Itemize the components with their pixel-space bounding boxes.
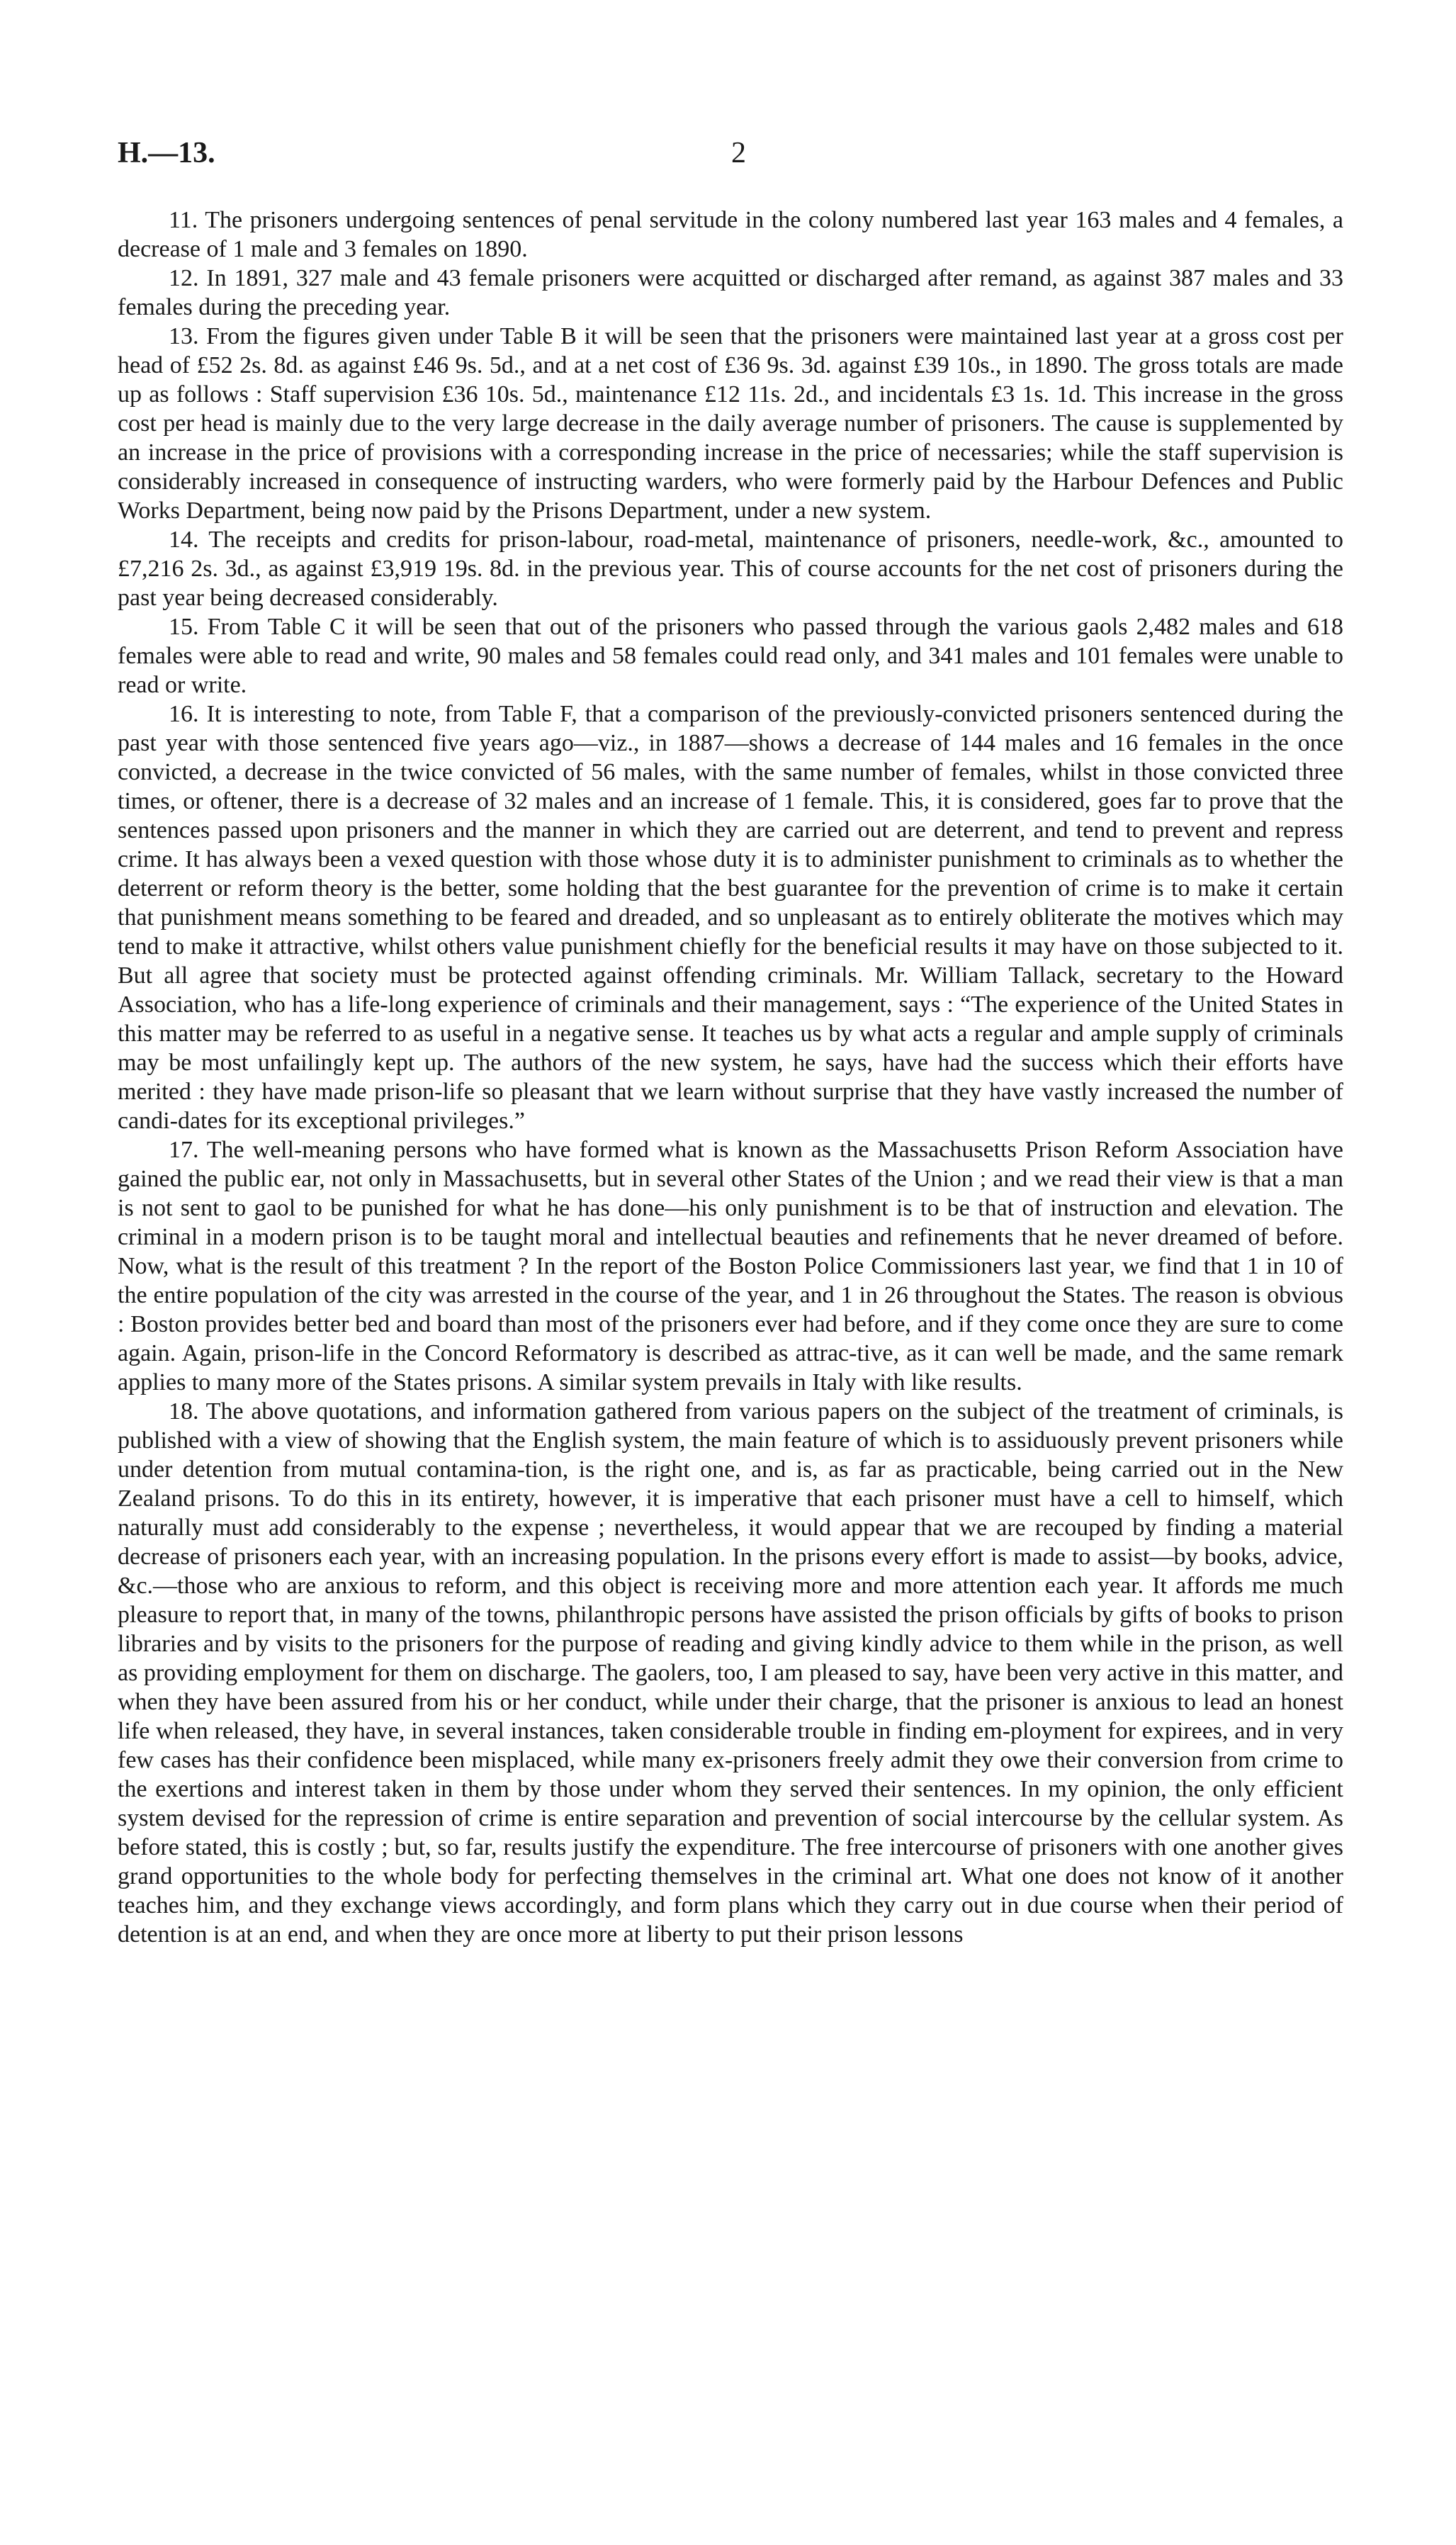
paragraph-18: 18. The above quotations, and information gathered from various papers on the subject of the treatment of criminals, is published with a view of showing that the English system, the main feature of which is to assiduously prevent prisoners while under detention from mutual contamina-tion, is the right one, and is, as far as practicable, being carried out in the New Zealand prisons. To do this in its entirety, however, it is imperative that each prisoner must have a cell to himself, which naturally must add considerably to the expense ; nevertheless, it would appear that we are recouped by finding a material decrease of prisoners each year, with an increasing population. In the prisons every effort is made to assist—by books, advice, &c.—those who are anxious to reform, and this object is receiving more and more attention each year. It affords me much pleasure to report that, in many of the towns, philanthropic persons have assisted the prison officials by gifts of books to prison libraries and by visits to the prisoners for the purpose of reading and giving kindly advice to them while in the prison, as well as providing employment for them on discharge. The gaolers, too, I am pleased to say, have been very active in this matter, and when they have been assured from his or her conduct, while under their charge, that the prisoner is anxious to lead an honest life when released, they have, in several instances, taken considerable trouble in finding em-ployment for expirees, and in very few cases has their confidence been misplaced, while many ex-prisoners freely admit they owe their conversion from crime to the exertions and interest taken in them by those under whom they served their sentences. In my opinion, the only efficient system devised for the repression of crime is entire separation and prevention of social intercourse by the cellular system. As before stated, this is costly ; but, so far, results justify the expenditure. The free intercourse of prisoners with one another gives grand opportunities to the whole body for perfecting themselves in the criminal art. What one does not know of it another teaches him, and they exchange views accordingly, and form plans which they carry out in due course when their period of detention is at an end, and when they are once more at liberty to put their prison lessons	[118, 1398, 1343, 1948]
document-reference: H.—13.	[118, 137, 215, 169]
paragraph-11: 11. The prisoners undergoing sentences of penal servitude in the colony numbered last year 163 males and 4 females, a decrease of 1 male and 3 females on 1890.	[118, 207, 1343, 262]
page-header	[118, 136, 1343, 179]
paragraph-12: 12. In 1891, 327 male and 43 female prisoners were acquitted or discharged after remand, as against 387 males and 33 females during the preceding year.	[118, 265, 1343, 320]
paragraph-15: 15. From Table C it will be seen that out of the prisoners who passed through the various gaols 2,482 males and 618 females were able to read and write, 90 males and 58 females could read only, and 341 males and 101 females were unable to read or write.	[118, 614, 1343, 698]
paragraph-14: 14. The receipts and credits for prison-labour, road-metal, maintenance of prisoners, needle-work, &c., amounted to £7,216 2s. 3d., as against £3,919 19s. 8d. in the previous year. This of course accounts for the net cost of prisoners during the past year being decreased considerably.	[118, 527, 1343, 611]
page-number: 2	[731, 137, 746, 169]
paragraph-16: 16. It is interesting to note, from Table F, that a comparison of the previously-convicted prisoners sentenced during the past year with those sentenced five years ago—viz., in 1887—shows a decrease of 144 males and 16 females in the once convicted, a decrease in the twice convicted of 56 males, with the same number of females, whilst in those convicted three times, or oftener, there is a decrease of 32 males and an increase of 1 female. This, it is considered, goes far to prove that the sentences passed upon prisoners and the manner in which they are carried out are deterrent, and tend to prevent and repress crime. It has always been a vexed question with those whose duty it is to administer punishment to criminals as to whether the deterrent or reform theory is the better, some holding that the best guarantee for the prevention of crime is to make it certain that punishment means something to be feared and dreaded, and so unpleasant as to entirely obliterate the motives which may tend to make it attractive, whilst others value punishment chiefly for the beneficial results it may have on those subjected to it. But all agree that society must be protected against offending criminals. Mr. William Tallack, secretary to the Howard Association, who has a life-long experience of criminals and their management, says : “The experience of the United States in this matter may be referred to as useful in a negative sense. It teaches us by what acts a regular and ample supply of criminals may be most unfailingly kept up. The authors of the new system, he says, have had the success which their efforts have merited : they have made prison-life so pleasant that we learn without surprise that they have vastly increased the number of candi-dates for its exceptional privileges.”	[118, 701, 1343, 1134]
paragraph-17: 17. The well-meaning persons who have formed what is known as the Massachusetts Prison Reform Association have gained the public ear, not only in Massachusetts, but in several other States of the Union ; and we read their view is that a man is not sent to gaol to be punished for what he has done—his only punishment is to be that of instruction and elevation. The criminal in a modern prison is to be taught moral and intellectual beauties and refinements that he never dreamed of before. Now, what is the result of this treatment ? In the report of the Boston Police Commissioners last year, we find that 1 in 10 of the entire population of the city was arrested in the course of the year, and 1 in 26 throughout the States. The reason is obvious : Boston provides better bed and board than most of the prisoners ever had before, and if they come once they are sure to come again. Again, prison-life in the Concord Reformatory is described as attrac-tive, as it can well be made, and the same remark applies to many more of the States prisons. A similar system prevails in Italy with like results.	[118, 1137, 1343, 1395]
paragraph-13: 13. From the figures given under Table B it will be seen that the prisoners were maintained last year at a gross cost per head of £52 2s. 8d. as against £46 9s. 5d., and at a net cost of £36 9s. 3d. against £39 10s., in 1890. The gross totals are made up as follows : Staff supervision £36 10s. 5d., maintenance £12 11s. 2d., and incidentals £3 1s. 1d. This increase in the gross cost per head is mainly due to the very large decrease in the daily average number of prisoners. The cause is supplemented by an increase in the price of provisions with a corresponding increase in the price of necessaries; while the staff supervision is considerably increased in consequence of instructing warders, who were formerly paid by the Harbour Defences and Public Works Department, being now paid by the Prisons Department, under a new system.	[118, 323, 1343, 524]
report-body	[118, 206, 1343, 1949]
